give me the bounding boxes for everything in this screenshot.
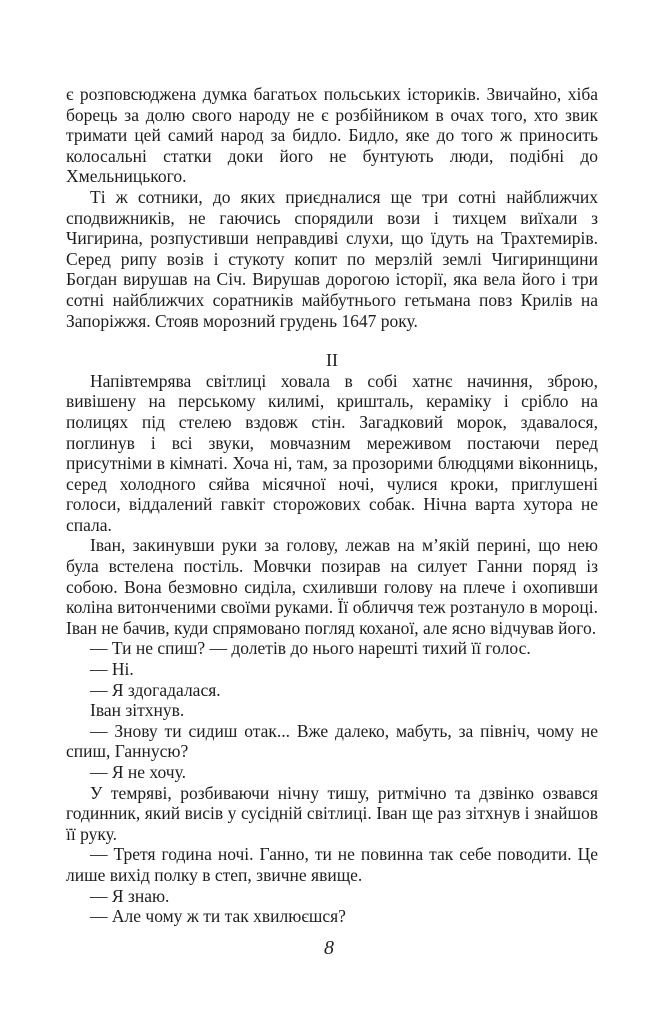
paragraph: є розповсюджена думка багатьох польських істориків. Звичайно, хіба борець за долю свого народу не є розбійником в очах того, хто звик тримати цей самий народ за бидло. Бидло, яке до того ж приносить колосальні статки доки його не бунтують люди, подібні до Хмельницького. [66, 84, 598, 187]
paragraph: У темряві, розбиваючи нічну тишу, ритмічно та дзвінко озвався годинник, який висів у сусідній світлиці. Іван ще раз зітхнув і знайшов її руку. [66, 782, 598, 844]
text-block [66, 84, 598, 927]
chapter-heading: ІІ [326, 350, 338, 371]
dialogue-line: — Я не хочу. [90, 762, 186, 782]
page-number: 8 [324, 937, 334, 959]
dialogue-line: — Але чому ж ти так хвилюєшся? [90, 906, 346, 927]
paragraph: Іван, закинувши руки за голову, лежав на м’якій перині, що нею була встелена постіль. Мовчки позирав на силует Ганни поряд із собою. Вона безмовно сиділа, схиливши голову на плече і охопивши коліна витонченими своїми руками. Її обличчя теж розтануло в мороці. Іван не бачив, куди спрямовано погляд коханої, але ясно відчував його. [66, 535, 598, 638]
paragraph: Іван зітхнув. [90, 700, 185, 721]
dialogue-line: — Я здогадалася. [90, 679, 221, 700]
paragraph: Напівтемрява світлиці ховала в собі хатнє начиння, зброю, вивішену на перському килимі, кришталь, кераміку і срібло на полицях під стелею вздовж стін. Загадковий морок, здавалося, поглинув і всі звуки, мовчазним мереживом постаючи перед присутніми в кімнаті. Хоча ні, там, за прозорими блюдцями віконниць, серед холодного сяйва місячної ночі, чулися кроки, приглушені голоси, віддалений гавкіт сторожових собак. Нічна варта хутора не спала. [66, 370, 598, 535]
dialogue-line: — Знову ти сидиш отак... Вже далеко, мабуть, за північ, чому не спиш, Ганнусю? [66, 720, 598, 762]
dialogue-line: — Ти не спиш? — долетів до нього нарешті тихий її голос. [90, 638, 531, 659]
paragraph: Ті ж сотники, до яких приєдналися ще три сотні найближчих сподвижників, не гаючись спорядили вози і тихцем виїхали з Чигирина, розпустивши неправдиві слухи, що їдуть на Трахтемирів. Серед рипу возів і стукоту копит по мерзлій землі Чигиринщини Богдан вирушав на Січ. Вирушав дорогою історії, яка вела його і три сотні найближчих соратників майбутнього гетьмана повз Крилів на Запоріжжя. Стояв морозний грудень 1647 року. [66, 186, 598, 331]
dialogue-line: — Ні. [90, 659, 134, 680]
dialogue-line: — Третя година ночі. Ганно, ти не повинна так себе поводити. Це лише вихід полку в степ, звичне явище. [66, 844, 598, 885]
dialogue-line: — Я знаю. [90, 885, 170, 906]
